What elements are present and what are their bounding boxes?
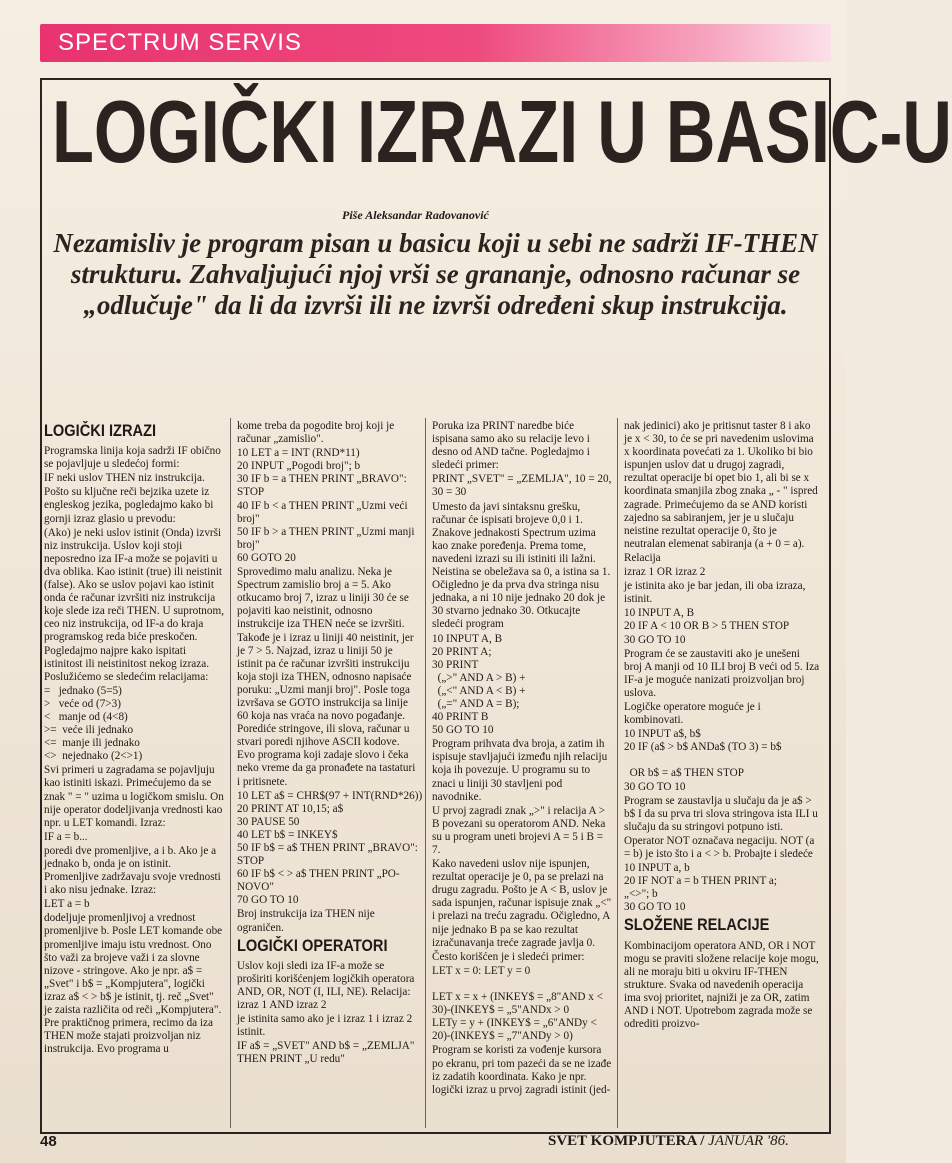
code-listing: 10 LET a = INT (RND*11) 20 INPUT „Pogodi broj"; b 30 IF b = a THEN PRINT „BRAVO": STOP 40 IF b < a THEN PRINT „Uzmi veći broj" 50 IF b > a THEN PRINT „Uzmi manji broj" 60 GOTO 20 xyxy=(237,447,415,564)
paragraph: je istinita ako je bar jedan, ili oba izraza, istinit. xyxy=(624,580,806,606)
code-listing: LET x = 0: LET y = 0 LET x = x + (INKEY$ = „8"AND x < 30)-(INKEY$ = „5"ANDx > 0 LETy = y + (INKEY$ = „6"ANDy < 20)-(INKEY$ = „7"ANDy > 0) xyxy=(432,964,603,1043)
paragraph: U prvoj zagradi znak „>" i relacija A > B povezani su operatorom AND. Neka su u program uneti brojevi A = 5 i B = 7. xyxy=(432,804,606,856)
paragraph: poredi dve promenljive, a i b. Ako je a jednako b, onda je on istinit. Promenljive zadržavaju svoje vrednosti i ako nisu jednake. Izraz: xyxy=(44,844,221,897)
code-listing: 10 INPUT a, b 20 IF NOT a = b THEN PRINT a; „<>"; b 30 GO TO 10 xyxy=(624,862,777,914)
relations-list: = jednako (5=5) > veće od (7>3) < manje od (4<8) >= veće ili jednako <= manje ili jednako <> nejednako (2<>1) xyxy=(44,684,143,763)
issue-date: JANUAR '86. xyxy=(708,1133,789,1149)
code-listing: 10 LET a$ = CHR$(97 + INT(RND*26)) 20 PRINT AT 10,15; a$ 30 PAUSE 50 40 LET b$ = INKEY$ 50 IF b$ = a$ THEN PRINT „BRAVO": STOP 60 IF b$ < > a$ THEN PRINT „PO- NOVO" 70 GO TO 10 xyxy=(237,789,423,907)
paragraph: Program se koristi za vođenje kursora po ekranu, pri tom pazeći da se ne izađe iz zadatih koordinata. Kako je npr. logički izraz u prvoj zagradi istinit (jed- xyxy=(432,1044,612,1096)
code-listing: 10 INPUT a$, b$ 20 IF (a$ > b$ ANDa$ (TO 3) = b$ OR b$ = a$ THEN STOP 30 GO TO 10 xyxy=(624,728,782,793)
paragraph: Umesto da javi sintaksnu grešku, računar će ispisati brojeve 0,0 i 1. Znakove jednakosti Spectrum uzima kao znake poređenja. Prema tome, navedeni izrazi su ili istiniti ili lažni. Neistina se obeležava sa 0, a istina sa 1. Očigledno je da prva dva stringa nisu jednaka, a ni 10 nije jednako 20 dok je 30 stvarno jednako 30. Otkucajte sledeći program xyxy=(432,500,611,631)
column-rule xyxy=(425,418,426,1128)
magazine-name: SVET KOMPJUTERA / xyxy=(548,1133,705,1149)
paragraph: Pošto su ključne reči bejzika uzete iz engleskog jezika, pogledajmo kako bi gornji izraz glasio u prevodu: xyxy=(44,486,214,525)
paragraph: dodeljuje promenljivoj a vrednost promenljive b. Posle LET komande obe promenljive imaju istu vrednost. Ono što važi za brojeve važi i za slovne nizove - stringove. Ako je npr. a$ = „Svet" i b$ = „Kompjutera", logički izraz a$ < > b$ je istinit, tj. reč „Svet" je zaista različita od reči „Kompjutera". Pre praktičnog primera, recimo da iza THEN može stajati proizvoljan niz instrukcija. Evo programa u xyxy=(44,912,223,1056)
column-4 xyxy=(624,420,820,1135)
paragraph: Operator NOT označava negaciju. NOT (a = b) je isto što i a < > b. Probajte i sledeće xyxy=(624,834,815,860)
article-title: LOGIČKI IZRAZI U BASIC-U xyxy=(52,82,952,181)
footer-masthead xyxy=(548,1133,789,1150)
code-listing: 10 INPUT A, B 20 IF A < 10 OR B > 5 THEN STOP 30 GO TO 10 xyxy=(624,607,790,646)
column-3 xyxy=(432,420,612,1120)
paragraph: Broj instrukcija iza THEN nije ograničen. xyxy=(237,908,375,934)
paragraph: Poruka iza PRINT naredbe biće ispisana samo ako su relacije levo i desno od AND tačne. Pogledajmo i sledeći primer: xyxy=(432,420,590,472)
paragraph: nak jedinici) ako je pritisnut taster 8 i ako je x < 30, to će se pri navedenim uslovima x koordinata povećati za 1. Ukoliko bi bio ispunjen uslov dat u drugoj zagradi, rezultat operacije bi opet bio 1, ali bi se x koordinata smanjila zbog znaka „ - " ispred zagrade. Primećujemo da se AND koristi zajedno sa sabiranjem, jer je u slučaju neistine rezultat operacije 0, što je neutralan elemenat sabiranja (a + 0 = a). xyxy=(624,420,818,550)
paragraph: kome treba da pogodite broj koji je računar „zamislio". xyxy=(237,420,395,446)
paragraph: Svi primeri u zagradama se pojavljuju kao istiniti iskazi. Primećujemo da se znak " = " uzima u logičkom smislu. On nije operator dodeljivanja vrednosti kao npr. u LET komandi. Izraz: xyxy=(44,764,224,829)
paragraph: Kako navedeni uslov nije ispunjen, rezultat operacije je 0, pa se prelazi na drugu zagradu. Pošto je A < B, uslov je sada ispunjen, računar ispisuje znak „<" i prelazi na treću zagradu. Očigledno, A nije jednako B pa se kao rezultat izračunavanja treće zagrade javlja 0. xyxy=(432,858,612,949)
section-heading-logical-expressions: LOGIČKI IZRAZI xyxy=(44,421,157,440)
column-2 xyxy=(237,420,423,1135)
section-banner-text: SPECTRUM SERVIS xyxy=(58,29,302,56)
paragraph: izraz 1 OR izraz 2 xyxy=(624,566,706,579)
section-heading-logical-operators: LOGIČKI OPERATORI xyxy=(237,935,388,955)
lead-paragraph: Nezamisliv je program pisan u basicu koji u sebi ne sadrži IF-THEN strukturu. Zahvaljujući njoj vrši se grananje, odnosno računar se „odlučuje" da li da izvrši ili ne izvrši određeni skup instrukcija. xyxy=(53,228,818,320)
paragraph: Uslov koji sledi iza IF-a može se proširiti korišćenjem logičkih operatora AND, OR, NOT (I, ILI, NE). Relacija: izraz 1 AND izraz 2 xyxy=(237,959,415,1012)
section-heading-complex-relations: SLOŽENE RELACIJE xyxy=(624,915,770,935)
paragraph: je istinita samo ako je i izraz 1 i izraz 2 istinit. xyxy=(237,1013,413,1039)
paragraph: Često korišćen je i sledeći primer: xyxy=(432,950,585,963)
paragraph: Program prihvata dva broja, a zatim ih ispisuje stavljajući između njih relaciju koja ih povezuje. U programu su to znaci u liniji 30 stavljeni pod navodnike. xyxy=(432,738,608,803)
column-rule xyxy=(617,418,618,1128)
byline: Piše Aleksandar Radovanović xyxy=(342,208,489,222)
code-listing: 10 INPUT A, B 20 PRINT A; 30 PRINT („>" AND A > B) + („<" AND A < B) + („=" AND A = B); 40 PRINT B 50 GO TO 10 xyxy=(432,632,526,737)
paragraph: Logičke operatore moguće je i kombinovati. xyxy=(624,700,761,727)
paragraph: Program će se zaustaviti ako je unešeni broj A manji od 10 ILI broj B veći od 5. Iza IF-a je moguće nanizati proizvoljan broj uslova. xyxy=(624,647,820,699)
paragraph: Programska linija koja sadrži IF obično se pojavljuje u sledećoj formi: xyxy=(44,445,221,471)
paragraph: (Ako) je neki uslov istinit (Onda) izvrši niz instrukcija. Uslov koji stoji neposredno iza IF-a može se pojaviti u dva oblika. Kao istinit (true) ili neistinit (false). Ako se uslov pojavi kao istinit onda će računar izvršiti niz instrukcija koje slede iza reči THEN. U suprotnom, ceo niz instrukcija, od IF-a do kraja programskog reda biće preskočen. Pogledajmo najpre kako ispitati istinitost ili neistinitost nekog izraza. Poslužićemo se sledećim relacijama: xyxy=(44,526,224,683)
page-number: 48 xyxy=(40,1133,57,1150)
code-listing: IF a$ = „SVET" AND b$ = „ZEMLJA" THEN PRINT „U redu" xyxy=(237,1040,415,1066)
code-line: IF a = b... xyxy=(44,830,88,843)
code-line: PRINT „SVET" = „ZEMLJA", 10 = 20, 30 = 30 xyxy=(432,473,612,499)
column-1 xyxy=(44,420,224,1135)
paragraph: Program se zaustavlja u slučaju da je a$ > b$ I da su prva tri slova stringova ista ILI u slučaju da su stringovi potpuno isti. xyxy=(624,794,818,833)
paragraph: Sprovedimo malu analizu. Neka je Spectrum zamislio broj a = 5. Ako otkucamo broj 7, izraz u liniji 30 će se pojaviti kao neistinit, odnosno instrukcije iza THEN neće se izvršiti. Takođe je i izraz u liniji 40 neistinit, jer je 7 > 5. Najzad, izraz u liniji 50 je istinit pa će računar izvršiti instrukciju koja stoji iza THEN, odnosno napisaće poruku: „Uzmi manji broj". Posle toga izvršava se GOTO instrukcija sa linije 60 koja nas vraća na novo pogađanje. Porediće stringove, ili slova, računar u stvari poredi njihove ASCII kodove. Evo programa koji zadaje slovo i čeka neko vreme da ga pronađete na tastaturi i pritisnete. xyxy=(237,566,416,788)
paragraph: Kombinacijom operatora AND, OR i NOT mogu se praviti složene relacije koje mogu, ali ne moraju biti u okviru IF-THEN strukture. Svaka od navedenih operacija ima svoj prioritet, najniži je za OR, zatim AND i NOT. Upotrebom zagrada može se odrediti proizvo- xyxy=(624,939,819,1031)
paragraph: Relacija xyxy=(624,551,661,564)
paragraph: IF neki uslov THEN niz instrukcija. xyxy=(44,472,205,485)
code-line: LET a = b xyxy=(44,898,90,911)
section-banner xyxy=(40,24,831,62)
column-rule xyxy=(230,418,231,1128)
